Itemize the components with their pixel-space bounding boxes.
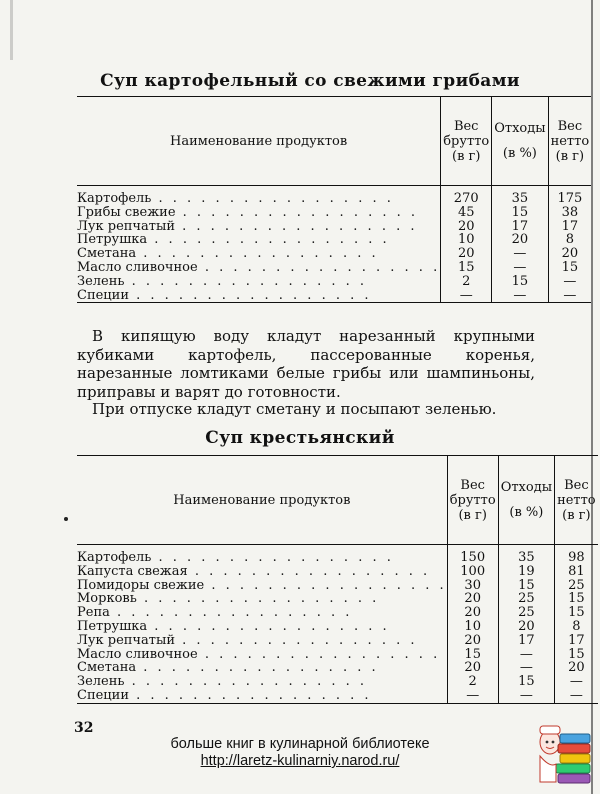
- weight-netto: 15: [548, 261, 591, 275]
- weight-brutto: 2: [447, 675, 498, 689]
- waste-percent: —: [492, 247, 548, 261]
- leader-dots: . . . . . . . . . . . . . . . . .: [151, 550, 394, 565]
- table-header-row: [77, 456, 598, 545]
- table-row: [77, 545, 598, 565]
- weight-brutto: 2: [441, 275, 492, 289]
- ingredient-label: Морковь: [77, 592, 137, 607]
- weight-brutto: 15: [441, 261, 492, 275]
- ingredient-name: [77, 186, 441, 206]
- ingredient-name: [77, 620, 447, 634]
- ingredient-label: Лук репчатый: [77, 219, 175, 234]
- waste-percent: 17: [492, 220, 548, 234]
- ingredient-label: Помидоры свежие: [77, 578, 205, 593]
- table-row: [77, 206, 591, 220]
- ink-speck: [64, 517, 68, 521]
- waste-percent: —: [498, 648, 554, 662]
- weight-brutto: 20: [447, 606, 498, 620]
- waste-percent: 15: [492, 275, 548, 289]
- waste-percent: —: [498, 689, 554, 703]
- ingredient-name: [77, 648, 447, 662]
- leader-dots: . . . . . . . . . . . . . . . . .: [204, 578, 447, 593]
- table-row: [77, 606, 598, 620]
- ingredient-label: Зелень: [77, 274, 125, 289]
- ingredients-table-2: [77, 455, 598, 704]
- table-row: [77, 634, 598, 648]
- waste-percent: 35: [498, 545, 554, 565]
- col-header-name: Наименование продуктов: [77, 97, 441, 186]
- ingredient-label: Зелень: [77, 675, 125, 689]
- ingredient-name: [77, 592, 447, 606]
- ingredient-label: Специи: [77, 688, 129, 703]
- weight-netto: —: [555, 675, 598, 689]
- ingredient-label: Специи: [77, 288, 129, 303]
- leader-dots: . . . . . . . . . . . . . . . . .: [175, 205, 419, 220]
- col-header-brutto: Вес брутто (в г): [441, 97, 492, 186]
- leader-dots: . . . . . . . . . . . . . . . . .: [124, 274, 367, 289]
- waste-percent: 20: [492, 233, 548, 247]
- leader-dots: . . . . . . . . . . . . . . . . .: [124, 675, 367, 689]
- ingredient-name: [77, 220, 441, 234]
- leader-dots: . . . . . . . . . . . . . . . . .: [136, 592, 380, 607]
- ingredient-name: [77, 675, 447, 689]
- table-body-2: [77, 545, 598, 704]
- page-number: 32: [74, 720, 94, 736]
- scan-edge-left: [10, 0, 13, 60]
- table-row: [77, 592, 598, 606]
- waste-percent: 15: [492, 206, 548, 220]
- ingredient-name: [77, 206, 441, 220]
- ingredient-label: Картофель: [77, 191, 152, 206]
- weight-brutto: 270: [441, 186, 492, 206]
- recipe-title-2: Суп крестьянский: [205, 428, 395, 448]
- ingredient-label: Репа: [77, 606, 110, 620]
- ingredient-label: Петрушка: [77, 619, 148, 634]
- ingredient-label: Сметана: [77, 247, 137, 261]
- table-row: [77, 233, 591, 247]
- waste-percent: 20: [498, 620, 554, 634]
- weight-netto: 15: [555, 592, 598, 606]
- leader-dots: . . . . . . . . . . . . . . . . .: [129, 688, 372, 703]
- weight-brutto: 150: [447, 545, 498, 565]
- leader-dots: . . . . . . . . . . . . . . . . .: [147, 233, 390, 248]
- weight-netto: —: [555, 689, 598, 703]
- table-header-row: [77, 97, 591, 186]
- col-header-waste: Отходы (в %): [492, 97, 548, 186]
- weight-netto: —: [548, 275, 591, 289]
- ingredient-label: Картофель: [77, 550, 152, 565]
- recipe-title-1: Суп картофельный со свежими грибами: [100, 71, 520, 91]
- weight-netto: 8: [548, 233, 591, 247]
- ingredient-label: Капуста свежая: [77, 564, 188, 579]
- footer-promo-text: больше книг в кулинарной библиотеке: [170, 736, 430, 752]
- table-row: [77, 275, 591, 289]
- weight-brutto: 10: [447, 620, 498, 634]
- ingredient-label: Масло сливочное: [77, 260, 198, 275]
- ingredient-label: Сметана: [77, 661, 137, 676]
- leader-dots: . . . . . . . . . . . . . . . . .: [187, 564, 431, 579]
- table-body-1: [77, 186, 591, 303]
- weight-netto: 17: [548, 220, 591, 234]
- library-books-logo-icon: [536, 712, 592, 788]
- table-row: [77, 220, 591, 234]
- leader-dots: . . . . . . . . . . . . . . . . .: [151, 191, 394, 206]
- waste-percent: —: [492, 261, 548, 275]
- weight-netto: 98: [555, 545, 598, 565]
- instruction-paragraph-1: В кипящую воду кладут нарезанный крупными кубиками картофель, пассерованные коренья, нарезанные ломтиками белые грибы или шампиньоны, приправы и варят до готовности.: [77, 327, 535, 401]
- weight-netto: 81: [555, 565, 598, 579]
- leader-dots: . . . . . . . . . . . . . . . . .: [174, 633, 418, 648]
- ingredient-name: [77, 261, 441, 275]
- waste-percent: 15: [498, 675, 554, 689]
- waste-percent: 19: [498, 565, 554, 579]
- weight-brutto: 100: [447, 565, 498, 579]
- ingredient-label: Грибы свежие: [77, 205, 176, 220]
- leader-dots: . . . . . . . . . . . . . . . . .: [197, 647, 441, 662]
- table-row: [77, 289, 591, 303]
- table-row: [77, 620, 598, 634]
- weight-brutto: 20: [441, 220, 492, 234]
- col-header-waste: Отходы (в %): [498, 456, 554, 545]
- table-row: [77, 675, 598, 689]
- weight-brutto: 30: [447, 579, 498, 593]
- waste-percent: 35: [492, 186, 548, 206]
- table-row: [77, 261, 591, 275]
- col-header-netto: Вес нетто (в г): [555, 456, 598, 545]
- ingredient-name: [77, 565, 447, 579]
- ingredient-name: [77, 247, 441, 261]
- table-row: [77, 186, 591, 206]
- weight-netto: 25: [555, 579, 598, 593]
- table-row: [77, 648, 598, 662]
- weight-brutto: 20: [441, 247, 492, 261]
- leader-dots: . . . . . . . . . . . . . . . . .: [197, 260, 441, 275]
- waste-percent: —: [492, 289, 548, 303]
- weight-netto: —: [548, 289, 591, 303]
- weight-brutto: —: [447, 689, 498, 703]
- waste-percent: 15: [498, 579, 554, 593]
- col-header-brutto: Вес брутто (в г): [447, 456, 498, 545]
- leader-dots: . . . . . . . . . . . . . . . . .: [136, 247, 379, 261]
- leader-dots: . . . . . . . . . . . . . . . . .: [174, 219, 418, 234]
- ingredient-name: [77, 689, 447, 703]
- col-header-name: Наименование продуктов: [77, 456, 447, 545]
- leader-dots: . . . . . . . . . . . . . . . . .: [136, 661, 379, 676]
- weight-netto: 38: [548, 206, 591, 220]
- ingredients-table-1: [77, 96, 591, 303]
- weight-brutto: 20: [447, 592, 498, 606]
- ingredient-label: Петрушка: [77, 233, 148, 248]
- weight-brutto: —: [441, 289, 492, 303]
- col-header-netto: Вес нетто (в г): [548, 97, 591, 186]
- ingredient-name: [77, 634, 447, 648]
- ingredient-label: Лук репчатый: [77, 633, 175, 648]
- weight-netto: 8: [555, 620, 598, 634]
- ingredient-name: [77, 661, 447, 675]
- ingredient-name: [77, 606, 447, 620]
- ingredient-name: [77, 579, 447, 593]
- weight-netto: 15: [555, 606, 598, 620]
- table-row: [77, 565, 598, 579]
- waste-percent: 25: [498, 606, 554, 620]
- weight-brutto: 10: [441, 233, 492, 247]
- leader-dots: . . . . . . . . . . . . . . . . .: [129, 288, 372, 303]
- waste-percent: —: [498, 661, 554, 675]
- weight-brutto: 20: [447, 661, 498, 675]
- ingredient-name: [77, 275, 441, 289]
- weight-netto: 175: [548, 186, 591, 206]
- weight-netto: 15: [555, 648, 598, 662]
- weight-brutto: 45: [441, 206, 492, 220]
- table-row: [77, 247, 591, 261]
- footer-link[interactable]: http://laretz-kulinarniy.narod.ru/: [200, 753, 400, 769]
- ingredient-name: [77, 289, 441, 303]
- weight-brutto: 15: [447, 648, 498, 662]
- weight-netto: 20: [555, 661, 598, 675]
- waste-percent: 25: [498, 592, 554, 606]
- weight-brutto: 20: [447, 634, 498, 648]
- ingredient-name: [77, 545, 447, 565]
- ingredient-label: Масло сливочное: [77, 647, 198, 662]
- leader-dots: . . . . . . . . . . . . . . . . .: [109, 606, 353, 620]
- table-row: [77, 689, 598, 703]
- table-row: [77, 579, 598, 593]
- table-row: [77, 661, 598, 675]
- leader-dots: . . . . . . . . . . . . . . . . .: [147, 619, 390, 634]
- weight-netto: 17: [555, 634, 598, 648]
- ingredient-name: [77, 233, 441, 247]
- weight-netto: 20: [548, 247, 591, 261]
- instruction-paragraph-2: При отпуске кладут сметану и посыпают зеленью.: [92, 400, 497, 418]
- waste-percent: 17: [498, 634, 554, 648]
